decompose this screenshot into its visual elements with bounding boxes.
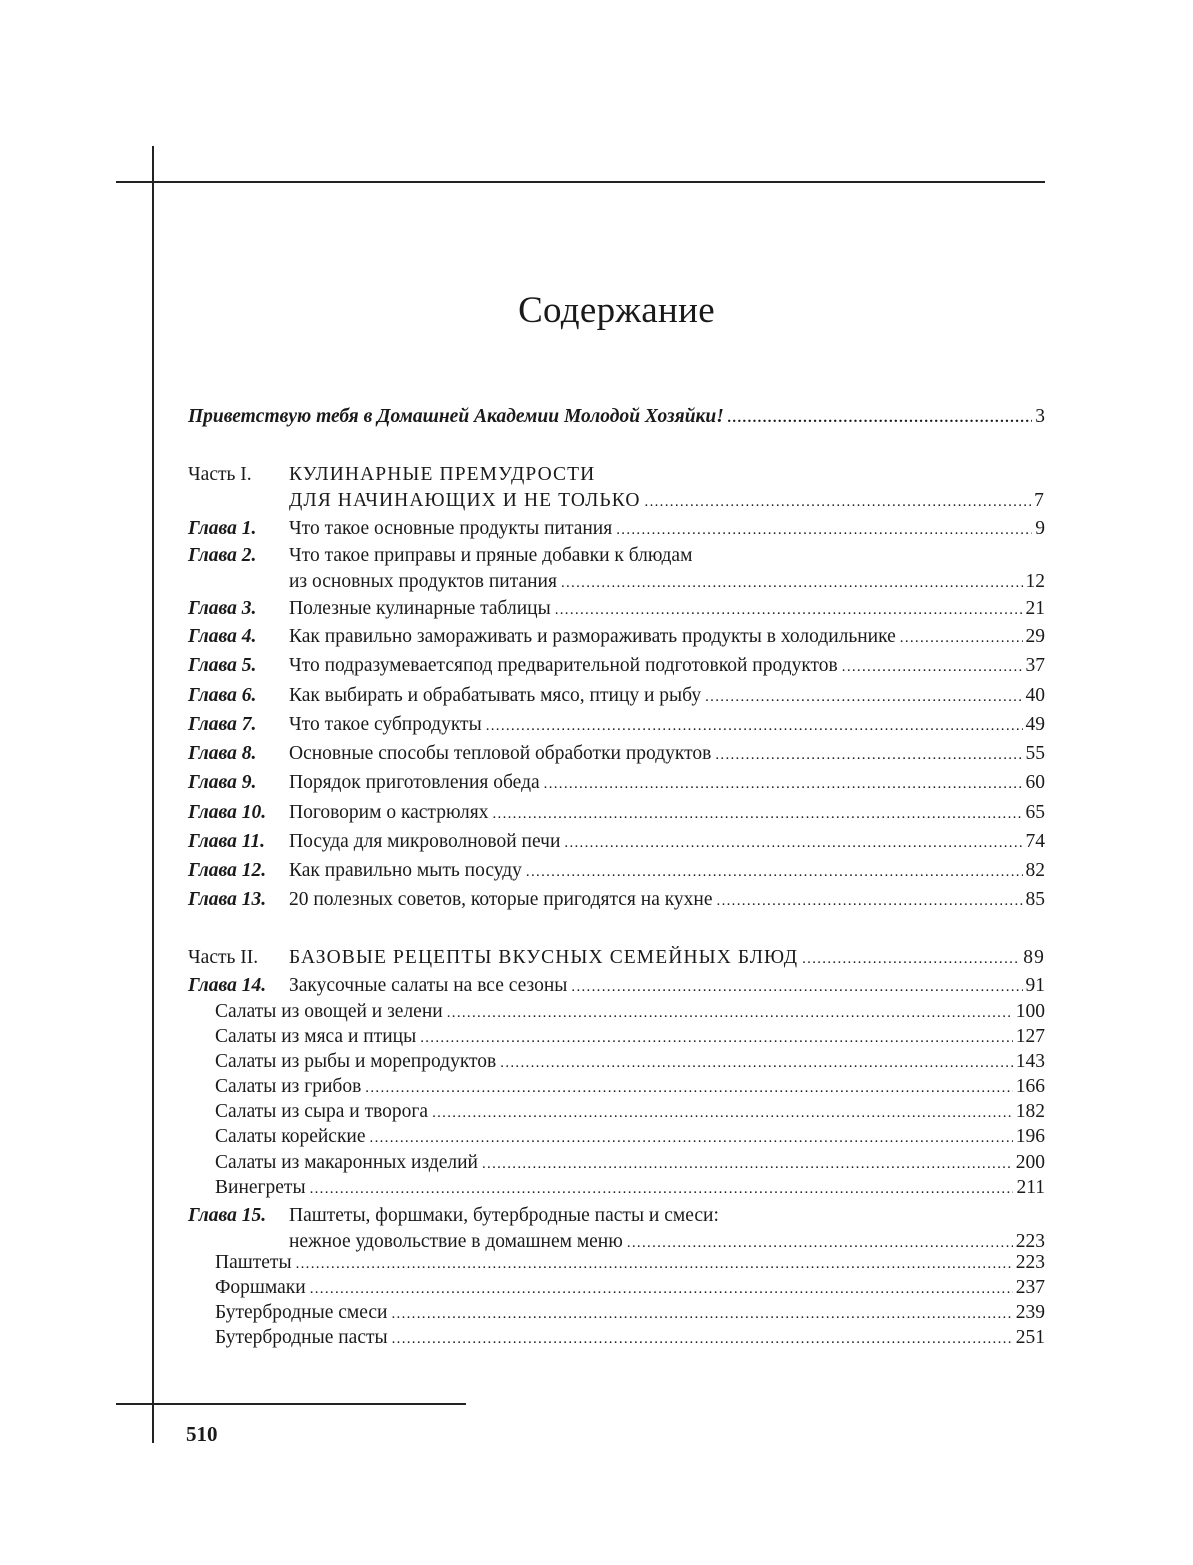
toc-intro-page: 3 xyxy=(1035,406,1045,427)
toc-title: Бутербродные пасты xyxy=(215,1327,388,1348)
toc-label: Глава 2. xyxy=(188,545,257,566)
toc-label: Глава 6. xyxy=(188,685,257,706)
toc-page: 12 xyxy=(1025,571,1045,592)
dot-leader xyxy=(482,1151,1013,1177)
dot-leader xyxy=(447,1000,1013,1026)
toc-page: 223 xyxy=(1015,1252,1045,1273)
dot-leader xyxy=(571,974,1022,1000)
dot-leader xyxy=(391,1301,1012,1327)
toc-page: 9 xyxy=(1035,518,1045,539)
toc-title: Салаты из сыра и творога xyxy=(215,1101,429,1122)
top-horizontal-rule xyxy=(116,181,1045,183)
toc-title: Как выбирать и обрабатывать мясо, птицу и рыбу xyxy=(289,685,702,706)
toc-title: из основных продуктов питания xyxy=(289,571,557,592)
toc-intro[interactable] xyxy=(188,404,1045,430)
toc-title: Порядок приготовления обеда xyxy=(289,772,540,793)
dot-leader xyxy=(526,859,1023,885)
toc-title-line1: КУЛИНАРНЫЕ ПРЕМУДРОСТИ xyxy=(289,464,596,485)
left-vertical-rule-bottom xyxy=(152,1403,154,1443)
toc-page: 55 xyxy=(1025,743,1045,764)
dot-leader xyxy=(561,570,1023,596)
dot-leader xyxy=(296,1251,1013,1277)
toc-page: 200 xyxy=(1015,1152,1045,1173)
toc-title: ДЛЯ НАЧИНАЮЩИХ И НЕ ТОЛЬКО xyxy=(289,490,641,511)
dot-leader xyxy=(486,713,1023,739)
toc-part-1[interactable] xyxy=(188,462,1045,514)
toc-page: 82 xyxy=(1025,860,1045,881)
toc-title: Закусочные салаты на все сезоны xyxy=(289,975,568,996)
toc-title: Салаты из рыбы и морепродуктов xyxy=(215,1051,497,1072)
toc-page: 223 xyxy=(1015,1231,1045,1252)
toc-page: 37 xyxy=(1025,655,1045,676)
toc-title: Как правильно мыть посуду xyxy=(289,860,522,881)
toc-title: Посуда для микроволновой печи xyxy=(289,831,561,852)
toc-label: Глава 12. xyxy=(188,860,267,881)
toc-page: 127 xyxy=(1015,1026,1045,1047)
toc-page: 40 xyxy=(1025,685,1045,706)
dot-leader xyxy=(705,684,1022,710)
dot-leader xyxy=(370,1125,1013,1151)
toc-title: Основные способы тепловой обработки продуктов xyxy=(289,743,712,764)
toc-label: Глава 1. xyxy=(188,518,257,539)
dot-leader xyxy=(715,742,1022,768)
toc-title: Салаты из овощей и зелени xyxy=(215,1001,443,1022)
toc-page: 7 xyxy=(1034,490,1045,511)
toc-page: 29 xyxy=(1025,626,1045,647)
toc-page: 60 xyxy=(1025,772,1045,793)
toc-page: 211 xyxy=(1016,1177,1045,1198)
toc-label: Глава 5. xyxy=(188,655,257,676)
toc-title: Что такое субпродукты xyxy=(289,714,482,735)
dot-leader xyxy=(616,517,1032,543)
toc-page: 237 xyxy=(1015,1277,1045,1298)
toc-title: Винегреты xyxy=(215,1177,306,1198)
toc-label: Глава 15. xyxy=(188,1205,267,1226)
toc-label: Глава 3. xyxy=(188,598,257,619)
toc-title: нежное удовольствие в домашнем меню xyxy=(289,1231,623,1252)
dot-leader xyxy=(492,801,1022,827)
toc-label: Глава 4. xyxy=(188,626,257,647)
dot-leader xyxy=(500,1050,1012,1076)
toc-label: Глава 7. xyxy=(188,714,257,735)
page-title: Содержание xyxy=(518,290,715,331)
toc-label: Глава 8. xyxy=(188,743,257,764)
toc-label: Глава 10. xyxy=(188,802,267,823)
toc-title: Форшмаки xyxy=(215,1277,306,1298)
dot-leader xyxy=(564,830,1022,856)
bottom-horizontal-rule xyxy=(116,1403,466,1405)
toc-label: Глава 13. xyxy=(188,889,267,910)
toc-page: 65 xyxy=(1025,802,1045,823)
toc-page: 251 xyxy=(1015,1327,1045,1348)
toc-title: Паштеты xyxy=(215,1252,292,1273)
toc-title: Салаты корейские xyxy=(215,1126,366,1147)
toc-page: 91 xyxy=(1025,975,1045,996)
toc-label: Часть II. xyxy=(188,947,259,968)
toc-label: Часть I. xyxy=(188,464,252,485)
dot-leader xyxy=(544,771,1023,797)
toc-page: 85 xyxy=(1025,889,1045,910)
toc-title: Поговорим о кастрюлях xyxy=(289,802,489,823)
toc-title: Полезные кулинарные таблицы xyxy=(289,598,551,619)
toc-page: 239 xyxy=(1015,1302,1045,1323)
dot-leader xyxy=(365,1075,1012,1101)
dot-leader xyxy=(728,405,1032,431)
toc-page: 89 xyxy=(1023,947,1045,968)
dot-leader xyxy=(392,1326,1013,1352)
toc-page: 49 xyxy=(1025,714,1045,735)
toc-title: Салаты из грибов xyxy=(215,1076,362,1097)
dot-leader xyxy=(310,1276,1013,1302)
dot-leader xyxy=(432,1100,1013,1126)
toc-page: 166 xyxy=(1015,1076,1045,1097)
toc-title: Как правильно замораживать и размораживать продукты в холодильнике xyxy=(289,626,896,647)
toc-label: Глава 11. xyxy=(188,831,266,852)
toc-title: Что подразумеваетсяпод предварительной подготовкой продуктов xyxy=(289,655,838,676)
toc-title: Салаты из макаронных изделий xyxy=(215,1152,478,1173)
dot-leader xyxy=(645,489,1032,515)
toc-page: 74 xyxy=(1025,831,1045,852)
dot-leader xyxy=(420,1025,1013,1051)
toc-page: 143 xyxy=(1015,1051,1045,1072)
dot-leader xyxy=(802,946,1020,972)
page-number: 510 xyxy=(186,1422,218,1446)
dot-leader xyxy=(555,597,1023,623)
dot-leader xyxy=(717,888,1023,914)
toc-intro-text: Приветствую тебя в Домашней Академии Молодой Хозяйки! xyxy=(188,406,724,427)
toc-title: БАЗОВЫЕ РЕЦЕПТЫ ВКУСНЫХ СЕМЕЙНЫХ БЛЮД xyxy=(289,947,799,968)
toc-title: Бутербродные смеси xyxy=(215,1302,388,1323)
dot-leader xyxy=(900,625,1023,651)
toc-title-line1: Что такое приправы и пряные добавки к блюдам xyxy=(289,545,693,566)
toc-label: Глава 14. xyxy=(188,975,267,996)
toc-title: Что такое основные продукты питания xyxy=(289,518,613,539)
dot-leader xyxy=(842,654,1023,680)
toc-page: 182 xyxy=(1015,1101,1045,1122)
toc-page: 100 xyxy=(1015,1001,1045,1022)
dot-leader xyxy=(310,1176,1014,1202)
toc-label: Глава 9. xyxy=(188,772,257,793)
toc-title-line1: Паштеты, форшмаки, бутербродные пасты и смеси: xyxy=(289,1205,719,1226)
toc-title: Салаты из мяса и птицы xyxy=(215,1026,417,1047)
toc-page: 21 xyxy=(1025,598,1045,619)
toc-title: 20 полезных советов, которые пригодятся на кухне xyxy=(289,889,713,910)
toc-page: 196 xyxy=(1015,1126,1045,1147)
